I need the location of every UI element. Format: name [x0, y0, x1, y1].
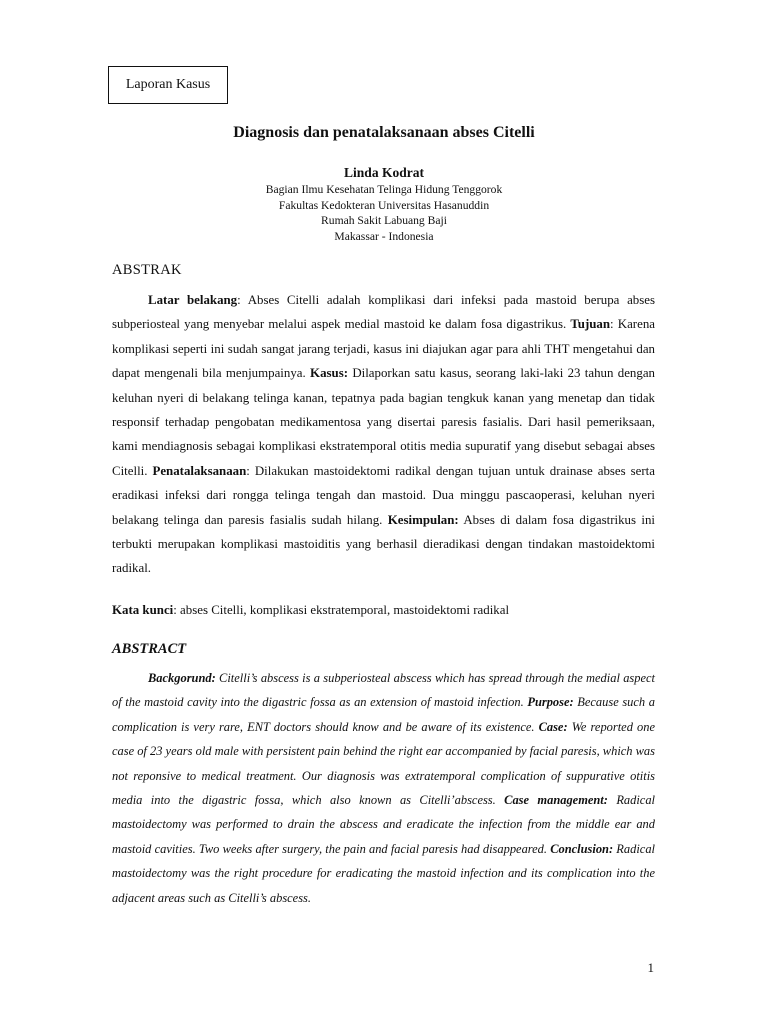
conclusion-label: Conclusion: [550, 841, 614, 856]
penatalaksanaan-text: : Dilakukan mastoidektomi radikal dengan tujuan untuk drainase abses serta eradikasi infeksi dari rongga telinga tengah dan mastoid. Dua minggu pascaoperasi, keluhan nyeri belakang telinga dan paresis fasialis sudah hilang. [112, 463, 655, 527]
affiliation-line: Rumah Sakit Labuang Baji [321, 214, 447, 227]
abstrak-heading: ABSTRAK [112, 262, 182, 278]
conclusion-text: Radical mastoidectomy was the right procedure for eradicating the mastoid infection and its complication into the adjacent areas such as Citelli’s abscess. [112, 841, 655, 905]
case-management-label: Case management: [504, 793, 608, 808]
background-text: Citelli’s abscess is a subperiosteal abscess which has spread through the medial aspect of the mastoid cavity into the digastric fossa as an extension of mastoid infection. [112, 671, 655, 710]
affiliation-line: Bagian Ilmu Kesehatan Telinga Hidung Tenggorok [265, 183, 503, 196]
kasus-label: Kasus: [310, 366, 349, 381]
latar-text: : Abses Citelli adalah komplikasi dari infeksi pada mastoid berupa abses subperiosteal yang menyebar melalui aspek medial mastoid ke dalam fosa digastrikus. [112, 293, 655, 332]
case-label: Case: [538, 719, 568, 734]
latar-label: Latar belakang [148, 293, 238, 307]
purpose-label: Purpose: [527, 695, 574, 710]
paper-title: Diagnosis dan penatalaksanaan abses Citelli [233, 124, 535, 141]
tujuan-label: Tujuan [570, 317, 611, 332]
author-name: Linda Kodrat [344, 165, 424, 180]
case-text: We reported one case of 23 years old male with persistent pain behind the right ear accompanied by facial paresis, which was not reponsive to medical treatment. Our diagnosis was extratemporal complication of suppurative otitis media into the digastric fossa, which also known as Citelli’abscess. [112, 719, 655, 808]
page-number: 1 [647, 960, 654, 975]
penatalaksanaan-label: Penatalaksanaan [152, 463, 247, 478]
keywords-label: Kata kunci [112, 603, 174, 617]
abstract-heading: ABSTRACT [112, 641, 187, 657]
purpose-text: Because such a complication is very rare, ENT doctors should know and be aware of its existence. [112, 695, 655, 734]
affiliation-line: Makassar - Indonesia [334, 229, 434, 243]
kesimpulan-label: Kesimpulan: [387, 512, 459, 527]
article-type-label: Laporan Kasus [108, 66, 228, 104]
kasus-text: Dilaporkan satu kasus, seorang laki-laki 23 tahun dengan keluhan nyeri di belakang telinga kanan, tepatnya pada bagian tengkuk kanan yang menetap dan tidak responsif terhadap pengobatan medikamentosa yang disertai paresis fasialis. Dari hasil pemeriksaan, kami mendiagnosis sebagai komplikasi ekstratemporal otitis media supuratif yang disebut sebagai abses Citelli. [112, 366, 655, 478]
affiliation-line: Fakultas Kedokteran Universitas Hasanuddin [278, 198, 490, 212]
keywords-text: : abses Citelli, komplikasi ekstratemporal, mastoidektomi radikal [173, 603, 510, 617]
background-label: Backgorund: [148, 671, 216, 685]
case-management-text: Radical mastoidectomy was performed to drain the abscess and eradicate the infection from the middle ear and mastoid cavities. Two weeks after surgery, the pain and facial paresis had disappeared. [112, 793, 656, 856]
abstrak-paragraph [112, 288, 655, 581]
author-affiliation [0, 182, 768, 244]
tujuan-text: : Karena komplikasi seperti ini sudah sangat jarang terjadi, kasus ini diajukan agar para ahli THT mengetahui dan dapat mengenali bila menjumpainya. [112, 317, 655, 381]
abstract-paragraph [112, 666, 655, 910]
keywords [112, 600, 655, 620]
kesimpulan-text: Abses di dalam fosa digastrikus ini terbukti merupakan komplikasi mastoiditis yang berhasil dieradikasi dengan tindakan mastoidektomi radikal. [112, 512, 655, 576]
